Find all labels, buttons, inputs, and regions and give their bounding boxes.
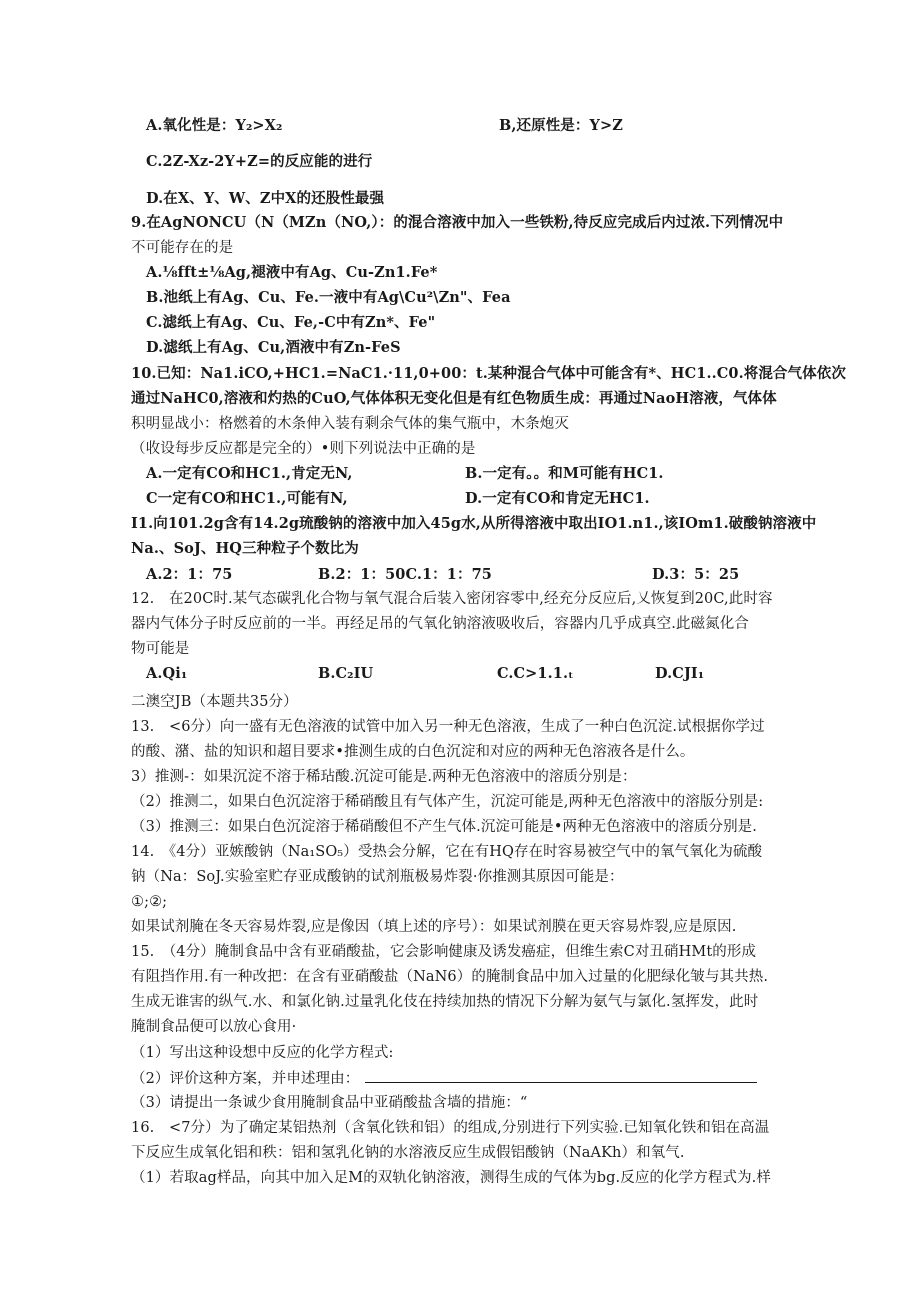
q11-option-bc: B.2：1：50C.1：1：75 — [318, 566, 492, 583]
q15-stem-line4: 腌制食品便可以放心食用· — [131, 1019, 297, 1035]
q13-part-2: （2）推测二，如果白色沉淀溶于稀硝酸且有气体产生，沉淀可能是,两种无色溶液中的溶版分别是: — [131, 794, 764, 810]
q8-option-c: C.2Z-Xz-2Y+Z=的反应能的进行 — [146, 153, 373, 170]
q14-stem-line2: 钠（Na：SoJ.实验室贮存亚成酸钠的试剂瓶极易炸裂·你推测其原因可能是： — [131, 869, 624, 885]
q8-option-a: A.氧化性是：Y₂>X₂ — [146, 117, 283, 134]
q9-stem-line2: 不可能存在的是 — [131, 240, 234, 256]
q16-stem-line1: 16. <7分）为了确定某铝热剂（含氧化铁和铝）的组成,分别进行下列实验.已知氧化铁和铝在高温 — [131, 1120, 770, 1136]
q10-stem-line3: 积明显战小：格燃着的木条伸入装有剩余气体的集气瓶中，木条炮灭 — [131, 416, 569, 432]
q15-stem-line3: 生成无谁害的纵气.水、和氯化钠.过量乳化伎在持续加热的情况下分解为氨气与氯化.氢挥发，此时 — [131, 994, 759, 1010]
q11-option-d: D.3：5：25 — [652, 566, 740, 583]
q16-stem-line2: 下反应生成氧化铝和秩：铝和氢乳化钠的水溶液反应生成假铝酸钠（NaAKh）和氧气. — [131, 1145, 685, 1161]
q12-option-c: C.C>1.1.ₜ — [497, 665, 574, 682]
q8-option-b: B,还原性是：Y>Z — [499, 117, 623, 134]
q11-stem-line1: I1.向101.2g含有14.2g琉酸钠的溶液中加入45g水,从所得溶液中取出IO1.n1.,该IOm1.破酸钠溶液中 — [131, 515, 817, 532]
q9-option-b: B.池纸上有Ag、Cu、Fe.一液中有Ag\Cu²\Zn"、Fea — [146, 289, 511, 306]
q13-part-3: （3）推测三：如果白色沉淀溶于稀硝酸但不产生气体.沉淀可能是•两种无色溶液中的溶质分别是. — [131, 819, 757, 835]
q13-stem-line1: 13. <6分）向一盛有无色溶液的试管中加入另一种无色溶液，生成了一种白色沉淀.试根据你学过 — [131, 719, 765, 735]
q8-option-d: D.在X、Y、W、Z中X的还股性最强 — [146, 190, 385, 207]
q13-part-1: 3）推测-：如果沉淀不溶于稀玷酸.沉淀可能是.两种无色溶液中的溶质分别是： — [131, 769, 637, 785]
q15-part-2: （2）评价这种方案，并申述理由： — [131, 1071, 360, 1087]
q16-part-1: （1）若取ag样品，向其中加入足M的双轨化钠溶液，测得生成的气体为bg.反应的化学方程式为.样 — [131, 1170, 771, 1186]
q15-part-1: （1）写出这种设想中反应的化学方程式: — [131, 1045, 394, 1061]
q12-option-b: B.C₂IU — [318, 665, 374, 682]
q10-option-b: B.一定有。。和M可能有HC1. — [465, 465, 664, 482]
q12-stem-line2: 器内气体分子时反应前的一半。再经足吊的气氧化钠溶液吸收后，容器内几乎成真空.此磁氮化合 — [131, 616, 749, 632]
q15-stem-line2: 有阻挡作用.有一种改把：在含有亚硝酸盐（NaN6）的腌制食品中加入过量的化肥绿化皱与其共热. — [131, 969, 769, 985]
q15-stem-line1: 15. （4分）腌制食品中含有亚硝酸盐，它会影响健康及诱发癌症，但维生索C对丑硝HMt的形成 — [131, 944, 757, 960]
q14-stem-line3: 如果试剂腌在冬天容易炸裂,应是像因（填上述的序号）：如果试剂膜在更天容易炸裂,应是原因. — [131, 919, 737, 935]
q9-option-c: C.滤纸上有Ag、Cu、Fe,-C中有Zn*、Fe" — [146, 314, 436, 331]
q13-stem-line2: 的酸、潴、盐的知识和超目要求•推测生成的白色沉淀和对应的两种无色溶液各是什么。 — [131, 744, 695, 760]
q10-stem-line2: 通过NaHC0,溶液和灼热的CuO,气体体积无变化但是有红色物质生成：再通过NaoH溶液，气体体 — [131, 390, 777, 407]
q11-option-a: A.2：1：75 — [146, 566, 233, 583]
q15-part-2-row — [131, 1068, 757, 1089]
answer-blank-line — [365, 1068, 757, 1083]
q15-part-3: （3）请提出一条诚少食用腌制食品中亚硝酸盐含墙的措施：“ — [131, 1095, 528, 1111]
q14-stem-line1: 14. 《4分）亚嫉酸钠（Na₁SO₅）受热会分解，它在有HQ存在时容易被空气中的氧气氧化为硫酸 — [131, 844, 763, 860]
q11-stem-line2: Na.、SoJ、HQ三种粒子个数比为 — [131, 540, 359, 557]
q10-option-c: C一定有CO和HC1.,可能有N, — [146, 490, 348, 507]
q10-stem-line4: （收设每步反应都是完全的）•则下列说法中正确的是 — [131, 441, 476, 457]
q12-option-d: D.CJI₁ — [655, 665, 705, 682]
q10-stem-line1: 10.已知：Na1.iCO,+HC1.=NaC1.·11,0+00：t.某种混合气体中可能含有*、HC1..C0.将混合气体依次 — [131, 365, 846, 382]
q9-option-a: A.⅛fft±⅛Ag,褪液中有Ag、Cu-Zn1.Fe* — [146, 264, 438, 281]
q9-option-d: D.滤纸上有Ag、Cu,酒液中有Zn-FeS — [146, 339, 401, 356]
q9-stem-line1: 9.在AgNONCU（N（MZn（NO,）：的混合溶液中加入一些铁粉,待反应完成后内过浓.下列情况中 — [131, 214, 784, 231]
q12-stem-line1: 12. 在20C时.某气态碳乳化合物与氧气混合后装入密闭容零中,经充分反应后,乂恢复到20C,此时容 — [131, 591, 773, 607]
q12-stem-line3: 物可能是 — [131, 641, 190, 657]
q14-answer-blanks: ①;②; — [131, 894, 168, 910]
q10-option-a: A.一定有CO和HC1.,肯定无N, — [146, 465, 353, 482]
q12-option-a: A.Qi₁ — [146, 665, 188, 682]
q10-option-d: D.一定有CO和肯定无HC1. — [465, 490, 650, 507]
section-2-heading: 二澳空JB（本题共35分） — [131, 694, 298, 710]
